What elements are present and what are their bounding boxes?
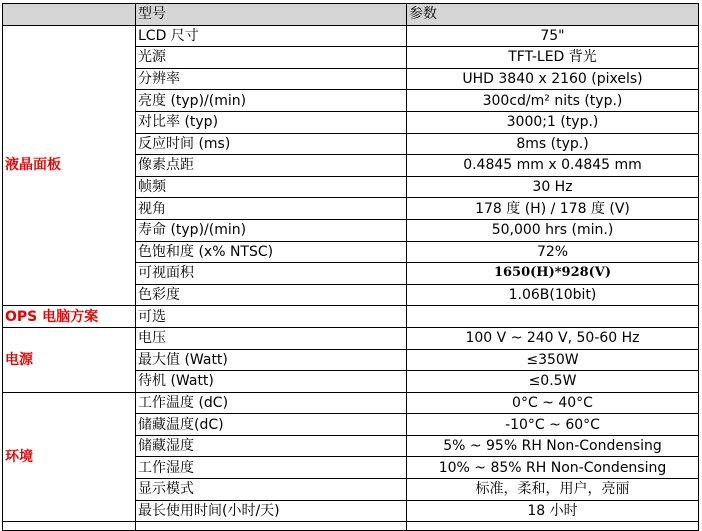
spec-row [3, 327, 699, 349]
spec-value [407, 306, 699, 328]
spec-name: 最长使用时间(小时/天) [136, 500, 407, 522]
spec-value: -10°C ~ 60°C [407, 414, 699, 436]
spec-value: 3000;1 (typ.) [407, 111, 699, 133]
spec-value: TFT-LED 背光 [407, 47, 699, 69]
spec-value: 0°C ~ 40°C [407, 392, 699, 414]
spec-value: ≤0.5W [407, 371, 699, 393]
spec-value: 1650(H)*928(V) [407, 263, 699, 285]
spec-name: 工作湿度 [136, 457, 407, 479]
spec-name: 亮度 (typ)/(min) [136, 90, 407, 112]
spec-value: 5% ~ 95% RH Non-Condensing [407, 435, 699, 457]
header-blank [3, 4, 136, 26]
spec-name: 色饱和度 (x% NTSC) [136, 241, 407, 263]
category-label: 电源 [3, 327, 136, 392]
cutoff-row [3, 522, 699, 531]
spec-row [3, 306, 699, 328]
spec-name: 色彩度 [136, 284, 407, 306]
spec-row [3, 392, 699, 414]
spec-value: 10% ~ 85% RH Non-Condensing [407, 457, 699, 479]
spec-value: 8ms (typ.) [407, 133, 699, 155]
spec-name: 储藏湿度 [136, 435, 407, 457]
header-row [3, 4, 699, 26]
category-label: OPS 电脑方案 [3, 306, 136, 328]
spec-name: 对比率 (typ) [136, 111, 407, 133]
spec-name: LCD 尺寸 [136, 25, 407, 47]
spec-name: 帧频 [136, 176, 407, 198]
cutoff-cell [136, 522, 407, 531]
spec-name: 寿命 (typ)/(min) [136, 219, 407, 241]
spec-name: 可视面积 [136, 263, 407, 285]
spec-name: 光源 [136, 47, 407, 69]
spec-value: 0.4845 mm x 0.4845 mm [407, 155, 699, 177]
spec-value: UHD 3840 x 2160 (pixels) [407, 68, 699, 90]
spec-name: 像素点距 [136, 155, 407, 177]
category-label: 环境 [3, 392, 136, 522]
spec-table-body [3, 4, 699, 531]
spec-name: 显示模式 [136, 479, 407, 501]
spec-value: 100 V ~ 240 V, 50-60 Hz [407, 327, 699, 349]
spec-value: ≤350W [407, 349, 699, 371]
spec-value: 75" [407, 25, 699, 47]
spec-value: 50,000 hrs (min.) [407, 219, 699, 241]
spec-row [3, 25, 699, 47]
spec-name: 视角 [136, 198, 407, 220]
header-model: 型号 [136, 4, 407, 26]
spec-name: 反应时间 (ms) [136, 133, 407, 155]
spec-value: 标准，柔和，用户，亮丽 [407, 479, 699, 501]
spec-name: 电压 [136, 327, 407, 349]
spec-value: 30 Hz [407, 176, 699, 198]
spec-name: 最大值 (Watt) [136, 349, 407, 371]
cutoff-cell [407, 522, 699, 531]
spec-name: 分辨率 [136, 68, 407, 90]
spec-table [2, 3, 699, 531]
category-label: 液晶面板 [3, 25, 136, 306]
spec-name: 可选 [136, 306, 407, 328]
spec-value: 1.06B(10bit) [407, 284, 699, 306]
spec-value: 72% [407, 241, 699, 263]
spec-value: 18 小时 [407, 500, 699, 522]
cutoff-cell [3, 522, 136, 531]
header-params: 参数 [407, 4, 699, 26]
spec-value: 178 度 (H) / 178 度 (V) [407, 198, 699, 220]
spec-value: 300cd/m² nits (typ.) [407, 90, 699, 112]
spec-name: 储藏温度(dC) [136, 414, 407, 436]
spec-name: 工作温度 (dC) [136, 392, 407, 414]
spec-name: 待机 (Watt) [136, 371, 407, 393]
